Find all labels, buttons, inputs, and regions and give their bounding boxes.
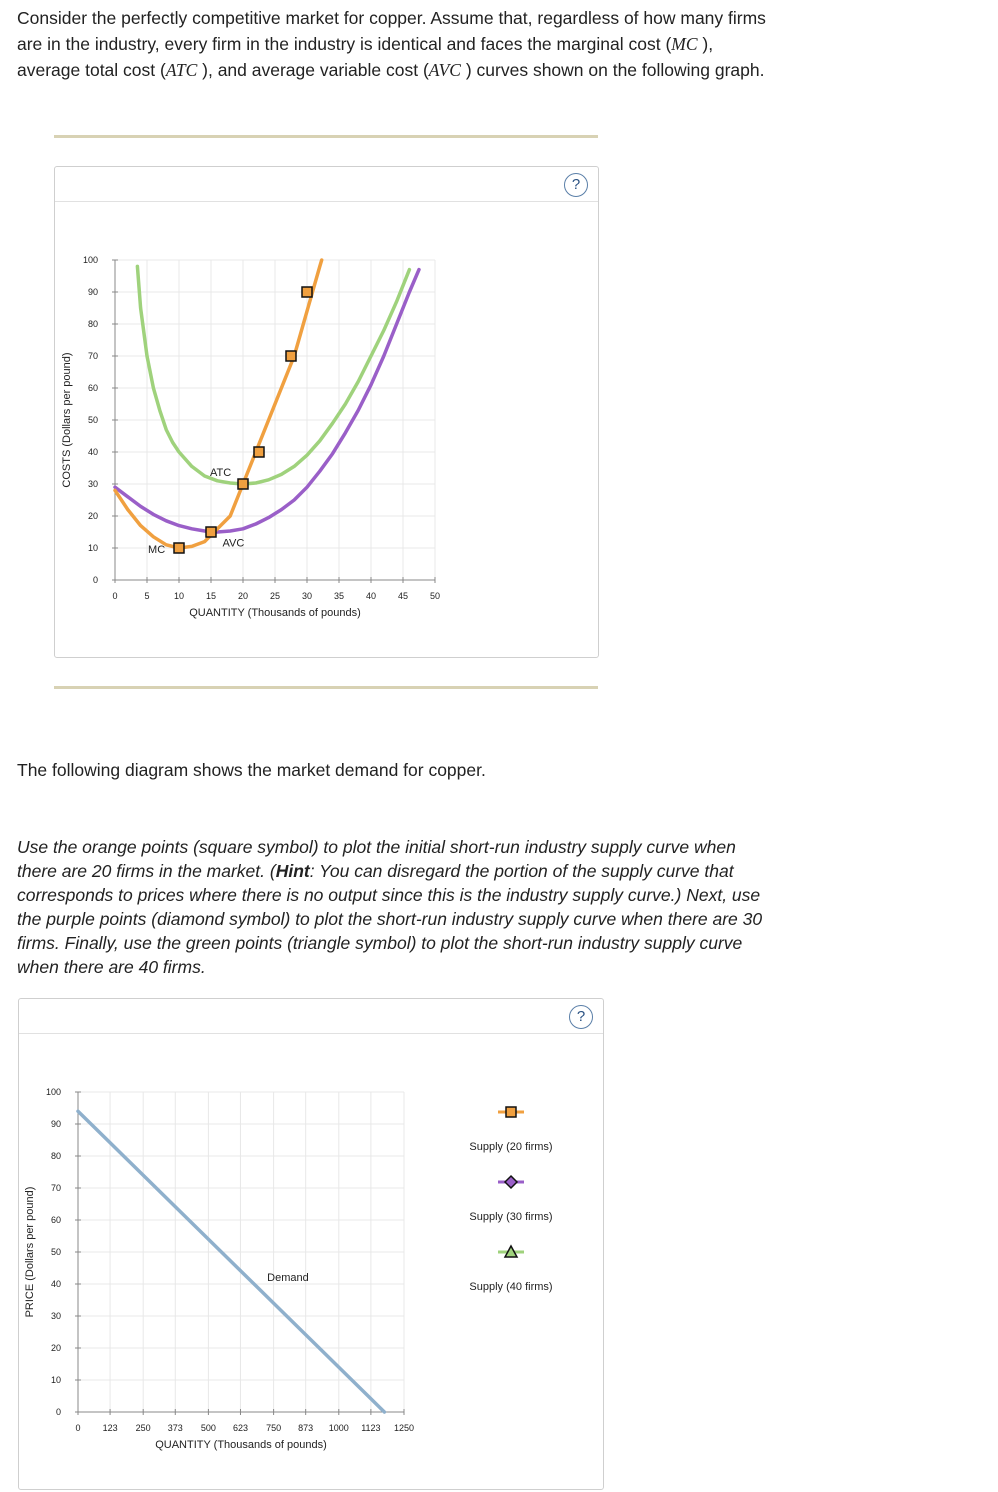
intro-line-3: average total cost (: [17, 60, 166, 80]
x-tick-label: 5: [144, 591, 150, 601]
help-icon[interactable]: ?: [569, 1005, 593, 1029]
legend-label: Supply (20 firms): [469, 1141, 553, 1153]
y-tick-label: 50: [50, 1247, 61, 1257]
intro-line-3-mid: ), and average variable cost (: [197, 60, 429, 80]
legend-label: Supply (40 firms): [469, 1281, 553, 1293]
x-tick-label: 30: [301, 591, 313, 601]
instructions-line-4: the purple points (diamond symbol) to plot the short-run industry supply curve when there are 30: [17, 909, 763, 929]
x-tick-label: 20: [237, 591, 249, 601]
y-tick-label: 70: [87, 351, 98, 361]
help-icon[interactable]: ?: [564, 173, 588, 197]
intro-line-2-end: ),: [697, 34, 714, 54]
mc-symbol: MC: [671, 34, 698, 54]
intro-line-2: are in the industry, every firm in the industry is identical and faces the marginal cost (: [17, 34, 672, 54]
y-tick-label: 40: [50, 1279, 61, 1289]
x-tick-label: 40: [365, 591, 377, 601]
mc-point-marker: [238, 479, 248, 489]
y-tick-label: 100: [82, 255, 98, 265]
mc-point-marker: [286, 351, 296, 361]
x-tick-label: 15: [205, 591, 217, 601]
mc-point-marker: [254, 447, 264, 457]
atc-label: ATC: [210, 467, 232, 479]
x-tick-label: 873: [298, 1423, 314, 1433]
demand-label: Demand: [267, 1271, 309, 1284]
x-tick-label: 0: [75, 1423, 81, 1433]
x-tick-label: 250: [135, 1423, 151, 1433]
y-tick-label: 20: [87, 511, 98, 521]
market-chart: [0, 990, 998, 1490]
y-tick-label: 20: [50, 1343, 61, 1353]
instructions-line-3: corresponds to prices where there is no output since this is the industry supply curve.) Next, use: [17, 885, 761, 905]
y-tick-label: 90: [87, 287, 98, 297]
x-tick-label: 123: [102, 1423, 118, 1433]
y-axis-label: PRICE (Dollars per pound): [24, 1186, 36, 1318]
x-tick-label: 500: [200, 1423, 216, 1433]
avc-curve: [115, 270, 419, 532]
mc-label: MC: [148, 543, 166, 556]
mc-point-marker: [206, 527, 216, 537]
y-tick-label: 10: [50, 1375, 61, 1385]
y-tick-label: 90: [50, 1119, 61, 1129]
mc-point-marker: [302, 287, 312, 297]
y-tick-label: 80: [50, 1151, 61, 1161]
y-tick-label: 30: [87, 479, 98, 489]
cost-chart: [0, 0, 998, 700]
x-tick-label: 35: [333, 591, 345, 601]
y-tick-label: 70: [50, 1183, 61, 1193]
y-tick-label: 0: [55, 1407, 61, 1417]
instructions-line-6: when there are 40 firms.: [17, 957, 206, 977]
instructions-text: [17, 835, 977, 979]
supply-30-diamond-tool[interactable]: [505, 1176, 517, 1188]
x-tick-label: 1000: [328, 1423, 349, 1433]
mc-point-marker: [174, 543, 184, 553]
x-tick-label: 1123: [361, 1423, 381, 1433]
instructions-line-2: there are 20 firms in the market. (: [17, 861, 276, 881]
x-tick-label: 1250: [393, 1423, 415, 1433]
y-tick-label: 50: [87, 415, 98, 425]
instructions-line-1: Use the orange points (square symbol) to plot the initial short-run industry supply curve when: [17, 837, 736, 857]
x-tick-label: 50: [429, 591, 441, 601]
x-tick-label: 45: [397, 591, 409, 601]
x-tick-label: 0: [112, 591, 118, 601]
x-axis-label: QUANTITY (Thousands of pounds): [155, 1439, 327, 1451]
supply-20-square-tool[interactable]: [506, 1107, 516, 1117]
instructions-line-5: firms. Finally, use the green points (triangle symbol) to plot the short-run industry supply curve: [17, 933, 743, 953]
atc-symbol: ATC: [165, 60, 198, 80]
avc-label: AVC: [222, 537, 245, 550]
y-tick-label: 40: [87, 447, 98, 457]
x-tick-label: 750: [266, 1423, 282, 1433]
y-tick-label: 80: [87, 319, 98, 329]
avc-symbol: AVC: [428, 60, 461, 80]
y-tick-label: 60: [50, 1215, 61, 1225]
y-axis-label: COSTS (Dollars per pound): [61, 352, 73, 488]
divider-bottom: [54, 686, 598, 689]
y-tick-label: 60: [87, 383, 98, 393]
instructions-line-2-end: : You can disregard the portion of the supply curve that: [309, 861, 734, 881]
y-tick-label: 10: [87, 543, 98, 553]
hint-label: Hint: [275, 861, 310, 881]
legend-label: Supply (30 firms): [469, 1211, 553, 1223]
y-tick-label: 0: [92, 575, 98, 585]
x-tick-label: 373: [167, 1423, 183, 1433]
x-tick-label: 623: [232, 1423, 248, 1433]
demand-intro: The following diagram shows the market demand for copper.: [17, 760, 486, 780]
y-tick-label: 30: [50, 1311, 61, 1321]
x-tick-label: 25: [269, 591, 281, 601]
intro-line-3-end: ) curves shown on the following graph.: [460, 60, 765, 80]
x-axis-label: QUANTITY (Thousands of pounds): [189, 607, 361, 619]
x-tick-label: 10: [173, 591, 185, 601]
intro-line-1: Consider the perfectly competitive market for copper. Assume that, regardless of how many firms: [17, 8, 766, 28]
y-tick-label: 100: [45, 1087, 61, 1097]
atc-curve: [137, 266, 409, 484]
